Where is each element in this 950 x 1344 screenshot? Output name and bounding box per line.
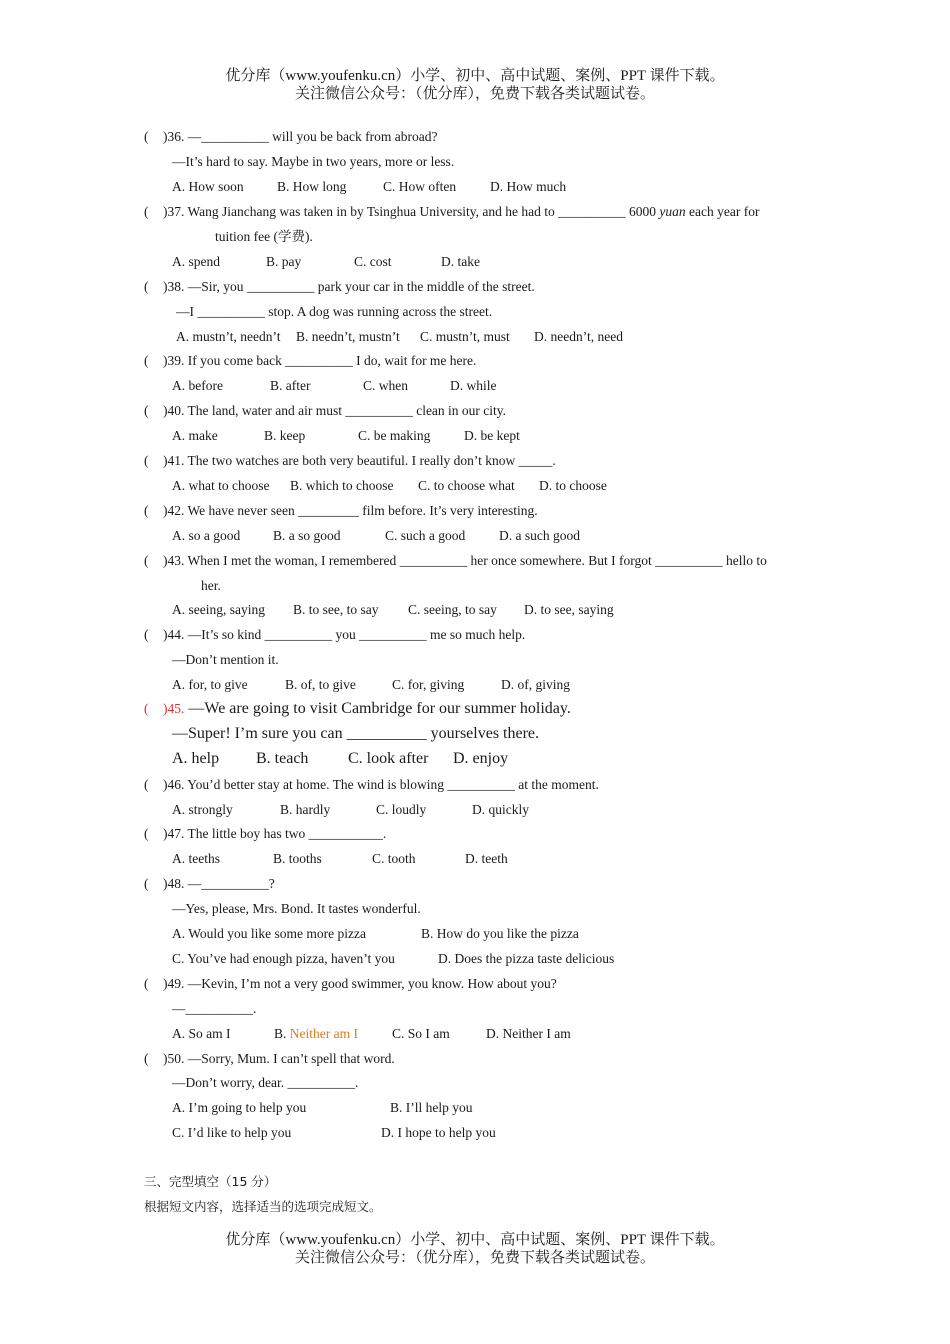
option-d: D. while	[450, 378, 497, 393]
q48-reply: —Yes, please, Mrs. Bond. It tastes wonderful.	[172, 901, 421, 916]
option-d: D. of, giving	[501, 677, 570, 692]
option-b: B. tooths	[273, 851, 322, 866]
option-a: A. what to choose	[172, 478, 270, 493]
option-c: C. How often	[383, 179, 457, 194]
option-d: D. teeth	[465, 851, 508, 866]
q38-reply: —I __________ stop. A dog was running across the street.	[176, 304, 493, 319]
section-instruction: 根据短文内容，选择适当的选项完成短文。	[144, 1199, 382, 1214]
footer-line-2: 关注微信公众号：（优分库），免费下载各类试题试卷。	[294, 1250, 655, 1266]
question-36: ( )36. —__________ will you be back from abroad?	[144, 129, 438, 144]
q43-continuation: her.	[201, 578, 221, 593]
question-47: ( )47. The little boy has two ___________.	[144, 826, 387, 841]
option-b: B. keep	[264, 428, 306, 443]
option-b: B. teach	[256, 750, 309, 767]
option-a: A. mustn’t, needn’t	[176, 329, 281, 344]
option-b: B. How long	[277, 179, 347, 194]
option-a: A. spend	[172, 254, 220, 269]
option-a: A. make	[172, 428, 218, 443]
option-a: A. for, to give	[172, 677, 248, 692]
option-a: A. Would you like some more pizza	[172, 926, 366, 941]
option-a: A. help	[172, 750, 220, 767]
question-43: ( )43. When I met the woman, I remembered __________ her once somewhere. But I forgot __________ hello to	[144, 553, 767, 568]
option-a: A. How soon	[172, 179, 244, 194]
option-a: A. before	[172, 378, 223, 393]
option-c: C. seeing, to say	[408, 602, 497, 617]
option-b: B. needn’t, mustn’t	[296, 329, 400, 344]
option-c: C. So I am	[392, 1026, 450, 1041]
header-line-2: 关注微信公众号：（优分库），免费下载各类试题试卷。	[294, 86, 655, 102]
option-b: B. hardly	[280, 802, 331, 817]
question-45: ( )45. —We are going to visit Cambridge for our summer holiday.	[144, 700, 571, 717]
option-b: B. a so good	[273, 528, 341, 543]
option-c: C. I’d like to help you	[172, 1125, 292, 1140]
q49-reply: —__________.	[172, 1001, 257, 1016]
option-b: B. Neither am I	[274, 1026, 358, 1041]
question-40: ( )40. The land, water and air must __________ clean in our city.	[144, 403, 507, 418]
question-39: ( )39. If you come back __________ I do, wait for me here.	[144, 353, 477, 368]
option-b: B. which to choose	[290, 478, 394, 493]
option-c: C. for, giving	[392, 677, 465, 692]
section-title: 三、完型填空（15 分）	[144, 1174, 277, 1189]
question-48: ( )48. —__________?	[144, 876, 275, 891]
option-d: D. take	[441, 254, 480, 269]
option-c: C. be making	[358, 428, 431, 443]
option-a: A. I’m going to help you	[172, 1100, 307, 1115]
option-d: D. Does the pizza taste delicious	[438, 951, 615, 966]
question-38: ( )38. —Sir, you __________ park your car in the middle of the street.	[144, 279, 535, 294]
option-d: D. I hope to help you	[381, 1125, 496, 1140]
option-a: A. teeths	[172, 851, 220, 866]
option-c: C. when	[363, 378, 408, 393]
option-b: B. of, to give	[285, 677, 356, 692]
header-line-1: 优分库（www.youfenku.cn）小学、初中、高中试题、案例、PPT 课件下载。	[225, 68, 725, 84]
option-c: C. mustn’t, must	[420, 329, 510, 344]
option-d: D. a such good	[499, 528, 580, 543]
option-a: A. so a good	[172, 528, 241, 543]
option-b: B. after	[270, 378, 311, 393]
option-d: D. to choose	[539, 478, 607, 493]
question-49: ( )49. —Kevin, I’m not a very good swimmer, you know. How about you?	[144, 976, 557, 991]
option-c: C. tooth	[372, 851, 416, 866]
q50-reply: —Don’t worry, dear. __________.	[172, 1075, 359, 1090]
option-a: A. strongly	[172, 802, 233, 817]
option-d: D. be kept	[464, 428, 520, 443]
option-c: C. such a good	[385, 528, 466, 543]
option-c: C. loudly	[376, 802, 427, 817]
question-37: ( )37. Wang Jianchang was taken in by Tsinghua University, and he had to __________ 6000 yuan each year for	[144, 204, 760, 219]
question-44: ( )44. —It’s so kind __________ you __________ me so much help.	[144, 627, 526, 642]
q36-reply: —It’s hard to say. Maybe in two years, more or less.	[172, 154, 455, 169]
option-d: D. to see, saying	[524, 602, 614, 617]
page-footer	[0, 1231, 950, 1267]
option-d: D. Neither I am	[486, 1026, 571, 1041]
option-a: A. So am I	[172, 1026, 231, 1041]
option-d: D. needn’t, need	[534, 329, 623, 344]
option-b: B. I’ll help you	[390, 1100, 473, 1115]
question-46: ( )46. You’d better stay at home. The wind is blowing __________ at the moment.	[144, 777, 599, 792]
option-b: B. to see, to say	[293, 602, 379, 617]
option-d: D. How much	[490, 179, 567, 194]
question-42: ( )42. We have never seen _________ film before. It’s very interesting.	[144, 503, 538, 518]
option-c: C. look after	[348, 750, 429, 767]
option-d: D. quickly	[472, 802, 529, 817]
option-a: A. seeing, saying	[172, 602, 265, 617]
option-b: B. pay	[266, 254, 302, 269]
page-header	[0, 67, 950, 103]
option-c: C. You’ve had enough pizza, haven’t you	[172, 951, 395, 966]
option-c: C. cost	[354, 254, 392, 269]
question-50: ( )50. —Sorry, Mum. I can’t spell that word.	[144, 1051, 395, 1066]
option-d: D. enjoy	[453, 750, 509, 767]
q44-reply: —Don’t mention it.	[172, 652, 279, 667]
footer-line-1: 优分库（www.youfenku.cn）小学、初中、高中试题、案例、PPT 课件下载。	[225, 1232, 725, 1248]
q45-reply: —Super! I’m sure you can __________ yourselves there.	[172, 725, 540, 742]
question-41: ( )41. The two watches are both very beautiful. I really don’t know _____.	[144, 453, 556, 468]
option-c: C. to choose what	[418, 478, 515, 493]
option-b: B. How do you like the pizza	[421, 926, 579, 941]
q37-continuation: tuition fee (学费).	[215, 229, 313, 244]
